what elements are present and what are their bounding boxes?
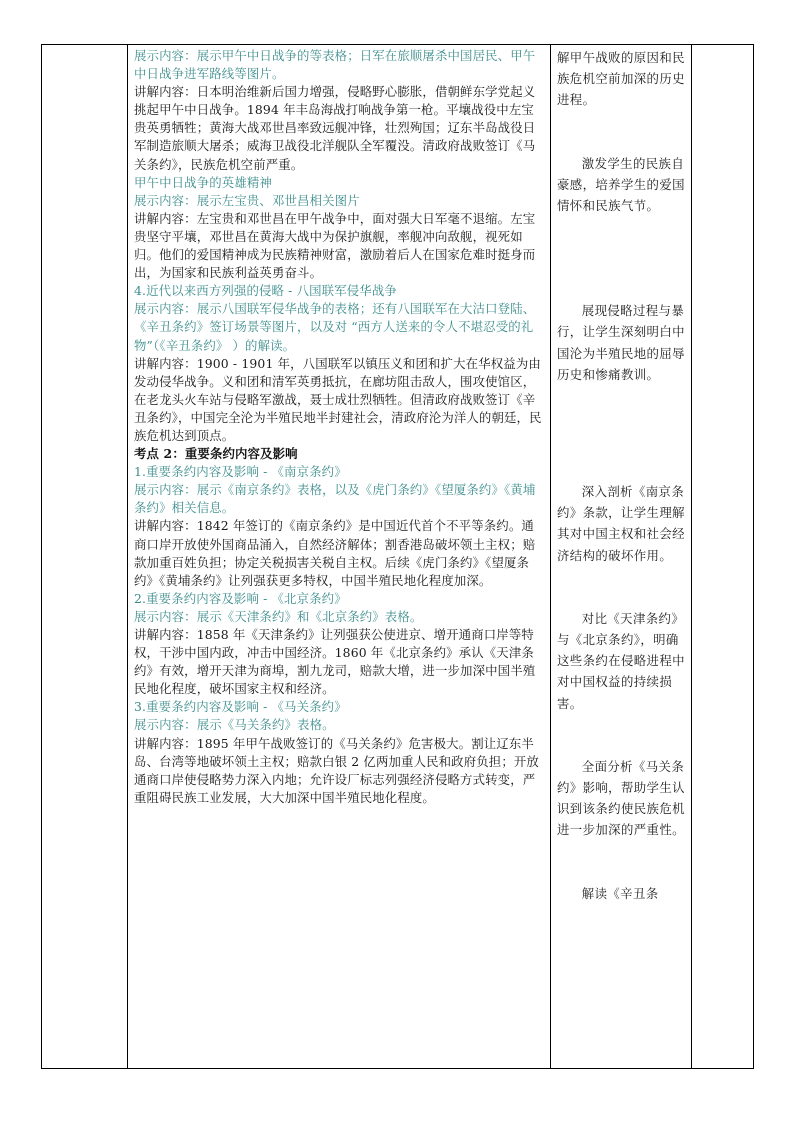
lecture-paragraph: 讲解内容：1858 年《天津条约》让列强获公使进京、增开通商口岸等特权，干涉中国内政，冲击中国经济。1860 年《北京条约》承认《天津条约》有效，增开天津为商埠，割九龙司，赔款大增，进一步加深中国半殖民地化程度，破坏国家主权和经济。	[134, 627, 536, 697]
teal-paragraph: 1.重要条约内容及影响 - 《南京条约》	[134, 464, 347, 480]
teaching-content	[128, 45, 550, 807]
teal-paragraph: 4.近代以来西方列强的侵略 - 八国联军侵华战争	[134, 283, 397, 299]
teal-paragraph: 展示内容：展示《天津条约》和《北京条约》表格。	[134, 608, 423, 624]
teaching-content-cell	[128, 45, 551, 1069]
lesson-plan-table	[41, 44, 754, 1069]
design-note: 解甲午战败的原因和民族危机空前加深的历史进程。	[557, 50, 685, 108]
teal-paragraph: 甲午中日战争的英雄精神	[134, 174, 272, 190]
design-note: 展现侵略过程与暴行，让学生深刻明白中国沦为半殖民地的屈辱历史和惨痛教训。	[557, 303, 685, 382]
teal-paragraph: 展示内容：展示《马关条约》表格。	[134, 717, 335, 733]
design-intent-cell	[551, 45, 692, 1069]
lecture-paragraph: 讲解内容：左宝贵和邓世昌在甲午战争中，面对强大日军毫不退缩。左宝贵坚守平壤，邓世昌在黄海大战中为保护旗舰，率舰冲向敌舰，视死如归。他们的爱国精神成为民族精神财富，激励着后人在国家危难时挺身而出，为国家和民族利益英勇奋斗。	[134, 210, 536, 281]
section-heading: 考点 2：重要条约内容及影响	[134, 446, 298, 462]
teal-paragraph: 展示内容：展示八国联军侵华战争的表格；还有八国联军在大沽口登陆、《辛丑条约》签订场景等图片，以及对 “西方人送来的令人不堪忍受的礼物”（《辛丑条约》 ）的解读。	[134, 301, 536, 353]
design-note: 解读《辛丑条	[581, 885, 659, 901]
design-note: 全面分析《马关条约》影响，帮助学生认识到该条约使民族危机进一步加深的严重性。	[557, 758, 685, 838]
design-intent	[551, 45, 691, 904]
lecture-paragraph: 讲解内容：1900 - 1901 年，八国联军以镇压义和团和扩大在华权益为由发动侵华战争。义和团和清军英勇抵抗，在廊坊阻击敌人，围攻使馆区，在老龙头火车站与侵略军激战，聂士成壮烈牺牲。但清政府战败签订《辛丑条约》，中国完全沦为半殖民地半封建社会，清政府沦为洋人的朝廷，民族危机达到顶点。	[134, 355, 542, 443]
lecture-paragraph: 讲解内容：日本明治维新后国力增强，侵略野心膨胀，借朝鲜东学党起义挑起甲午中日战争。1894 年丰岛海战打响战争第一枪。平壤战役中左宝贵英勇牺牲；黄海大战邓世昌率致远舰冲锋，壮烈殉国；辽东半岛战役日军制造旅顺大屠杀；威海卫战役北洋舰队全军覆没。清政府战败签订《马关条约》，民族危机空前严重。	[134, 84, 536, 172]
table-row	[42, 45, 754, 1069]
teal-paragraph: 3.重要条约内容及影响 - 《马关条约》	[134, 699, 347, 715]
notes-column-cell	[692, 45, 754, 1069]
lecture-paragraph: 讲解内容：1895 年甲午战败签订的《马关条约》危害极大。割让辽东半岛、台湾等地破坏领土主权；赔款白银 2 亿两加重人民和政府负担；开放通商口岸使侵略势力深入内地；允许设厂标志列强经济侵略方式转变，严重阻碍民族工业发展，大大加深中国半殖民地化程度。	[134, 735, 539, 805]
teal-paragraph: 展示内容：展示《南京条约》表格，以及《虎门条约》《望厦条约》《黄埔条约》相关信息。	[134, 482, 536, 516]
lecture-paragraph: 讲解内容：1842 年签订的《南京条约》是中国近代首个不平等条约。通商口岸开放使外国商品涌入，自然经济解体；割香港岛破坏领土主权；赔款加重百姓负担；协定关税损害关税自主权。后续《虎门条约》《望厦条约》《黄埔条约》让列强获更多特权，中国半殖民地化程度加深。	[134, 518, 536, 588]
design-note: 对比《天津条约》与《北京条约》，明确这些条约在侵略进程中对中国权益的持续损害。	[557, 610, 685, 711]
teal-paragraph: 2.重要条约内容及影响 - 《北京条约》	[134, 590, 347, 606]
design-note: 深入剖析《南京条约》条款，让学生理解其对中国主权和社会经济结构的破坏作用。	[557, 484, 685, 563]
teal-paragraph: 展示内容：展示甲午中日战争的等表格；日军在旅顺屠杀中国居民、甲午中日战争进军路线等图片。	[134, 48, 536, 82]
design-note: 激发学生的民族自豪感，培养学生的爱国情怀和民族气节。	[557, 155, 685, 214]
stage-column-cell	[42, 45, 128, 1069]
teal-paragraph: 展示内容：展示左宝贵、邓世昌相关图片	[134, 192, 360, 208]
